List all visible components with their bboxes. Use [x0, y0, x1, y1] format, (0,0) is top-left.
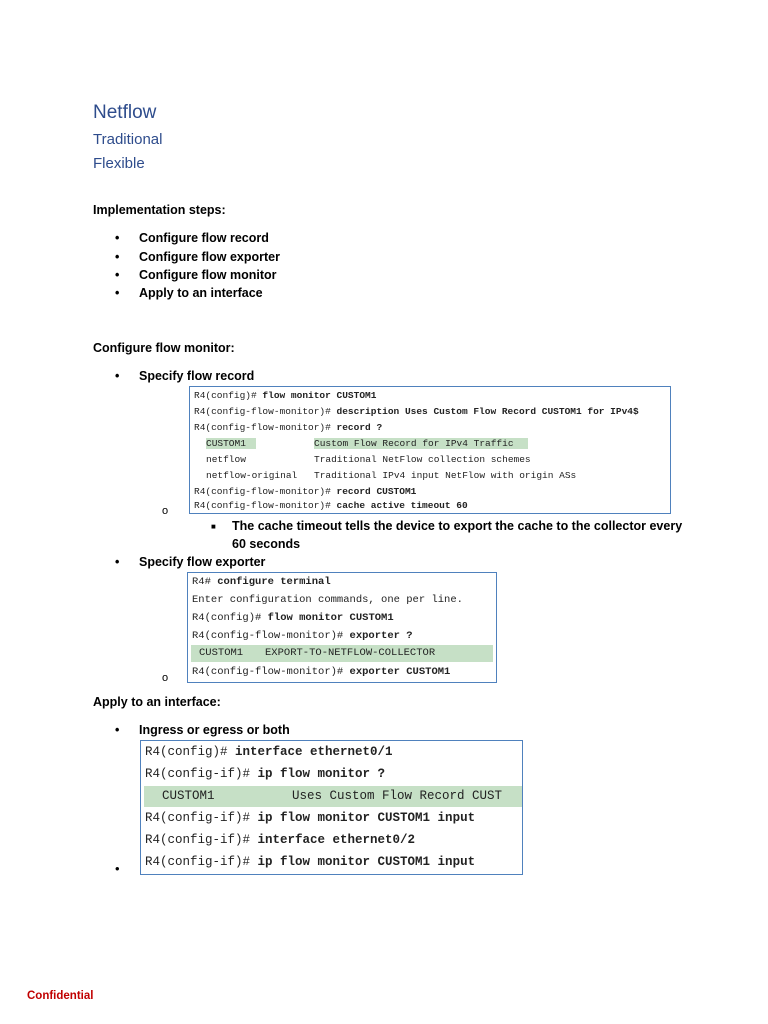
- code-line: R4(config-flow-monitor)# exporter ?: [192, 630, 413, 642]
- bullet-icon: •: [115, 861, 120, 876]
- list-item: • Apply to an interface: [115, 286, 263, 300]
- list-item: • Ingress or egress or both: [115, 723, 290, 737]
- confidential-footer: Confidential: [27, 990, 94, 1002]
- square-bullet-icon: ■: [211, 522, 216, 531]
- bullet-icon: •: [115, 268, 120, 282]
- code-line: CUSTOM1 EXPORT-TO-NETFLOW-COLLECTOR: [191, 645, 493, 662]
- circle-bullet-icon: o: [162, 672, 169, 684]
- bullet-icon: •: [115, 369, 120, 383]
- code-line: R4(config-if)# interface ethernet0/2: [145, 833, 416, 847]
- implementation-label: Implementation steps:: [93, 203, 226, 217]
- code-line: R4(config)# flow monitor CUSTOM1: [192, 612, 394, 624]
- code-line: R4(config-if)# ip flow monitor CUSTOM1 input: [145, 811, 476, 825]
- code-block-flow-record: R4(config)# flow monitor CUSTOM1 R4(config-flow-monitor)# description Uses Custom Flow Record CUSTOM1 for IPv4$ R4(config-flow-monitor)# record ? CUSTOM1 Custom Flow Record for IPv4 Traffic netflow Traditional NetFlow collection schemes netflow-original Traditional IPv4 input NetFlow with origin ASs R4(config-flow-monitor)# record CUSTOM1 R4(config-flow-monitor)# cache active timeout 60: [189, 386, 671, 514]
- code-line: R4(config-if)# ip flow monitor CUSTOM1 input: [145, 855, 476, 869]
- bullet-icon: •: [115, 555, 120, 569]
- code-line: R4# configure terminal: [192, 576, 331, 588]
- code-line: R4(config-flow-monitor)# record ?: [194, 422, 383, 433]
- list-item: • Specify flow exporter: [115, 555, 266, 569]
- code-block-flow-exporter: [187, 572, 497, 683]
- list-item: • Configure flow exporter: [115, 250, 280, 264]
- code-line: R4(config)# interface ethernet0/1: [145, 745, 393, 759]
- bullet-icon: •: [115, 250, 120, 264]
- code-line: CUSTOM1 Uses Custom Flow Record CUST: [144, 786, 522, 807]
- code-line: R4(config-flow-monitor)# description Uses Custom Flow Record CUSTOM1 for IPv4$: [194, 406, 639, 417]
- cache-timeout-note: The cache timeout tells the device to export the cache to the collector every: [232, 519, 683, 533]
- code-line: R4(config-if)# ip flow monitor ?: [145, 767, 386, 781]
- code-line: R4(config-flow-monitor)# exporter CUSTOM1: [192, 666, 451, 678]
- interface-section-label: Apply to an interface:: [93, 695, 221, 709]
- subtitle-flexible: Flexible: [93, 155, 145, 172]
- cache-timeout-note-cont: 60 seconds: [232, 537, 301, 551]
- bullet-icon: •: [115, 723, 120, 737]
- list-item: • Configure flow record: [115, 231, 269, 245]
- bullet-icon: •: [115, 286, 120, 300]
- list-item: • Configure flow monitor: [115, 268, 277, 282]
- code-line: R4(config-flow-monitor)# cache active timeout 60: [194, 500, 468, 511]
- list-item: • Specify flow record: [115, 369, 255, 383]
- code-block-interface: [140, 740, 523, 875]
- code-line: R4(config)# flow monitor CUSTOM1: [194, 390, 377, 401]
- bullet-icon: •: [115, 231, 120, 245]
- subtitle-traditional: Traditional: [93, 131, 163, 148]
- page-title: Netflow: [93, 102, 157, 123]
- monitor-section-label: Configure flow monitor:: [93, 341, 235, 355]
- code-line: R4(config-flow-monitor)# record CUSTOM1: [194, 486, 417, 497]
- code-line: Enter configuration commands, one per line.: [192, 594, 463, 606]
- circle-bullet-icon: o: [162, 505, 169, 517]
